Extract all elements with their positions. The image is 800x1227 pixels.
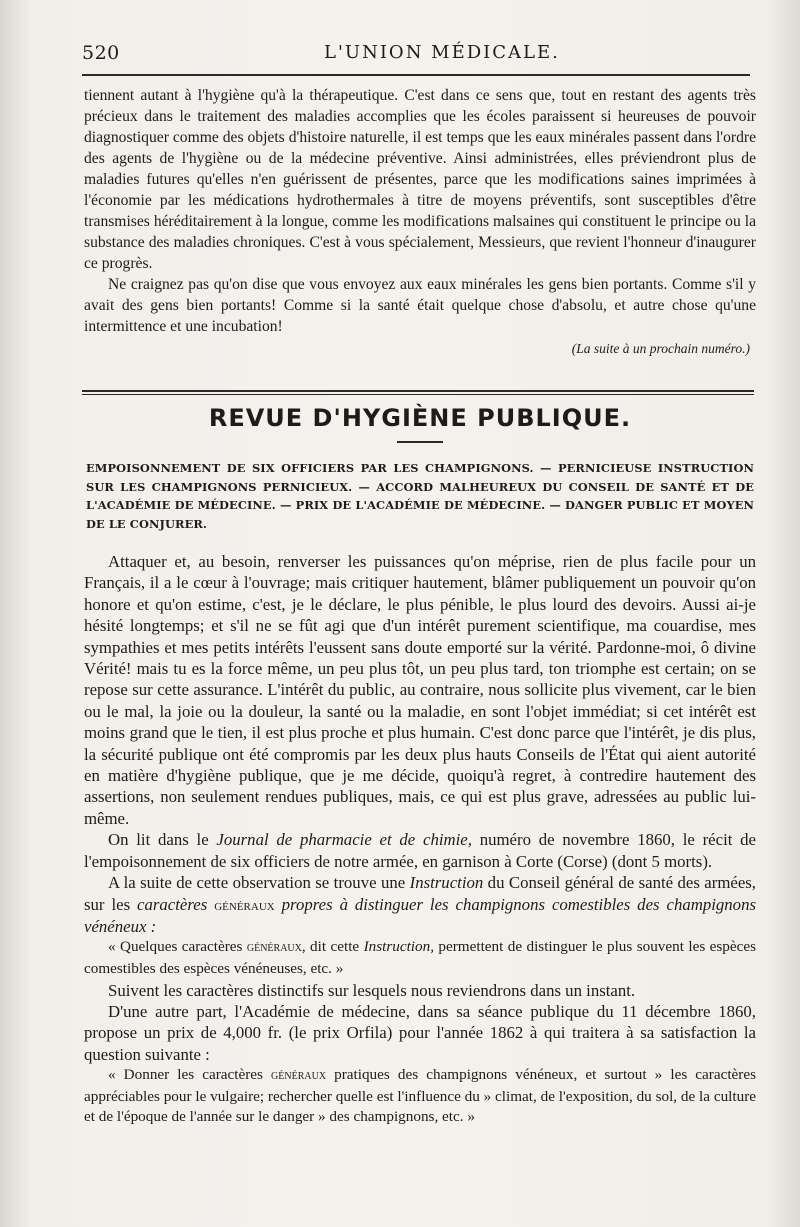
page-number: 520 xyxy=(82,42,120,64)
p4-text-a: « Quelques caractères xyxy=(108,938,247,956)
title-short-rule xyxy=(397,441,443,443)
instruction-word: Instruction xyxy=(409,873,484,893)
intro-paragraph-2: Ne craignez pas qu'on dise que vous envoyez aux eaux minérales les gens bien portants. Comme s'il y avait des gens bien portants! Comme si la santé était quelque chose d'absolu, et autre chose qu'une intermittence et une incubation! xyxy=(84,276,756,335)
body-paragraph-5: Suivent les caractères distinctifs sur lesquels nous reviendrons dans un instant. xyxy=(108,980,636,1000)
continuation-note: (La suite à un prochain numéro.) xyxy=(571,341,750,356)
intro-paragraph-1: tiennent autant à l'hygiène qu'à la thérapeutique. C'est dans ce sens que, tout en restant des agents très précieux dans le traitement des maladies accomplies que les écoles paraissent si heureuses de pouvoir diagnostiquer comme des objets d'histoire naturelle, il est temps que les eaux minérales passent dans l'ordre des agents de l'hygiène ou de la médecine préventive. Ainsi administrées, elles préviendront plus de maladies futures qu'elles n'en guérissent de présentes, parce que les modifications saines imprimées à l'économie par les médications hydrothermales à titre de moyens préventifs, sont susceptibles d'être transmises héréditairement à la longue, comme les modifications malsaines qui constituent le principe ou la substance des maladies chroniques. C'est à vous spécialement, Messieurs, que revient l'honneur d'inaugurer ce progrès. xyxy=(84,87,756,272)
page-header xyxy=(82,38,752,68)
p2-text-a: On lit dans le xyxy=(108,830,217,850)
generaux-word: généraux xyxy=(214,896,275,914)
p7-generaux: généraux xyxy=(271,1068,327,1084)
article-body xyxy=(84,551,756,1128)
section-title: REVUE D'HYGIÈNE PUBLIQUE. xyxy=(208,404,632,432)
p4-text-b: , dit cette xyxy=(301,938,364,956)
body-paragraph-4 xyxy=(84,937,756,979)
body-paragraph-3 xyxy=(84,872,756,937)
body-paragraph-2 xyxy=(84,829,756,872)
p4-instruction: Instruction, xyxy=(363,938,435,956)
p3-text-c: propres à distinguer les champignons comestibles des champignons vénéneux : xyxy=(84,894,756,936)
p2-text-b: numéro de novembre 1860, le récit de l'empoisonnement de six officiers de notre armée, en garnison à Corte (Corse) (dont 5 morts). xyxy=(84,830,756,871)
body-paragraph-7 xyxy=(84,1065,756,1128)
caracteres-word: caractères xyxy=(137,894,208,914)
journal-title: Journal de pharmacie et de chimie, xyxy=(216,830,472,850)
p3-text-a: A la suite de cette observation se trouve une xyxy=(108,873,410,893)
section-double-rule xyxy=(82,390,754,397)
p3-text-b: du Conseil général de santé des armées, sur les xyxy=(84,873,756,914)
section-summary: EMPOISONNEMENT DE SIX OFFICIERS PAR LES CHAMPIGNONS. — PERNICIEUSE INSTRUCTION SUR LES CHAMPIGNONS PERNICIEUX. — ACCORD MALHEUREUX DU CONSEIL DE SANTÉ ET DE L'ACADÉMIE DE MÉDECINE. — PRIX DE L'ACADÉMIE DE MÉDECINE. — DANGER PUBLIC ET MOYEN DE LE CONJURER. xyxy=(86,461,754,531)
p7-text-a: « Donner les caractères xyxy=(108,1066,272,1084)
p7-text-b: pratiques des champignons vénéneux, et surtout » les caractères appréciables pour le vulgaire; rechercher quelle est l'influence du » climat, de l'exposition, du sol, de la culture et de l'époque de l'année sur le danger » des champignons, etc. » xyxy=(84,1066,756,1126)
p4-text-c: permettent de distinguer le plus souvent les espèces comestibles des espèces vénéneuses, etc. » xyxy=(84,938,757,977)
intro-section xyxy=(84,85,756,359)
header-rule xyxy=(82,74,750,76)
body-paragraph-6: D'une autre part, l'Académie de médecine, dans sa séance publique du 11 décembre 1860, propose un prix de 4,000 fr. (le prix Orfila) pour l'année 1862 à qui traitera à sa satisfaction la question suivante : xyxy=(84,1001,756,1064)
running-title: L'UNION MÉDICALE. xyxy=(324,42,560,63)
p4-generaux: généraux xyxy=(246,940,302,956)
body-paragraph-1: Attaquer et, au besoin, renverser les puissances qu'on méprise, rien de plus facile pour un Français, il a le cœur à l'ouvrage; mais critiquer hautement, blâmer publiquement un pouvoir qu'on honore et qu'on estime, c'est, je le déclare, le plus pénible, le plus lourd des devoirs. Aussi ai-je hésité longtemps; et s'il ne se fût agi que d'un intérêt purement scientifique, ma couardise, mes sympathies et mes petits intérêts l'eussent sans doute emporté sur la vérité. Pardonne-moi, ô divine Vérité! mais tu es la force même, un peu plus tôt, un peu plus tard, ton triomphe est certain; on se repose sur cette assurance. L'intérêt du public, au contraire, nous sollicite plus vivement, car le bien ou le mal, la joie ou la douleur, la santé ou la maladie, en sont l'objet immédiat; si cet intérêt est moins grand que le tien, il est plus proche et plus humain. C'est donc parce que l'intérêt, je dis plus, la sécurité publique ont été compromis par les deux plus hauts Conseils de l'État qui aient autorité en matière d'hygiène publique, que je me décide, quoiqu'à regret, à contredire hautement des assertions, non seulement rendues publiques, mais, ce qui est plus grave, adressées au public lui-même. xyxy=(84,552,756,828)
